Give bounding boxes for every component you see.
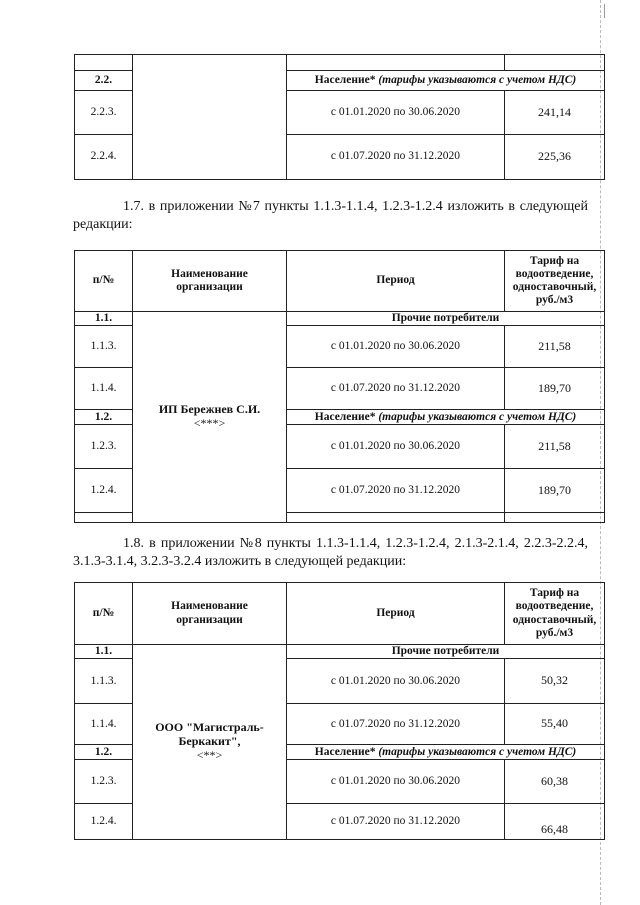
header-number: п/№: [75, 251, 133, 312]
period-cell: с 01.01.2020 по 30.06.2020: [287, 425, 505, 469]
header-number: п/№: [75, 583, 133, 645]
row-number: 1.2.4.: [75, 469, 133, 513]
group-title: Прочие потребители: [287, 312, 605, 326]
header-period: Период: [287, 251, 505, 312]
group-title: Прочие потребители: [287, 645, 605, 659]
table-header-row: [75, 251, 605, 312]
row-number: 2.2.4.: [75, 135, 133, 180]
group-title: Население* (тарифы указываются с учетом НДС): [287, 745, 605, 760]
period-cell: с 01.07.2020 по 31.12.2020: [287, 368, 505, 410]
table-row: [75, 55, 605, 71]
tariff-cell: 225,36: [505, 135, 605, 180]
tariff-table-appendix-7: [74, 250, 605, 523]
header-organization: Наименование организации: [133, 251, 287, 312]
table-row-group: [75, 312, 605, 326]
row-number: 1.2.3.: [75, 425, 133, 469]
row-number: 1.2.4.: [75, 804, 133, 840]
tariff-cell: 60,38: [505, 760, 605, 804]
row-number: 1.1.3.: [75, 659, 133, 704]
period-cell: с 01.07.2020 по 31.12.2020: [287, 469, 505, 513]
paragraph-1-7: 1.7. в приложении №7 пункты 1.1.3-1.1.4, 1.2.3-1.2.4 изложить в следующей редакции:: [73, 199, 588, 232]
organization-cell: ИП Бережнев С.И. <***>: [133, 312, 287, 523]
header-period: Период: [287, 583, 505, 645]
table-header-row: [75, 583, 605, 645]
tariff-table-appendix-8: [74, 582, 605, 840]
period-cell: с 01.01.2020 по 30.06.2020: [287, 760, 505, 804]
period-cell: с 01.07.2020 по 31.12.2020: [287, 804, 505, 840]
row-number: 1.1.3.: [75, 326, 133, 368]
group-number: 1.1.: [75, 645, 133, 659]
period-cell: с 01.07.2020 по 31.12.2020: [287, 135, 505, 180]
header-tariff: Тариф на водоотведение, одноставочный, руб./м3: [505, 583, 605, 645]
row-number: 2.2.3.: [75, 91, 133, 135]
tariff-table-continuation: [74, 54, 605, 180]
header-organization: Наименование организации: [133, 583, 287, 645]
group-number: 1.1.: [75, 312, 133, 326]
group-number: 2.2.: [75, 71, 133, 91]
organization-cell: ООО "Магистраль-Беркакит", <**>: [133, 645, 287, 840]
period-cell: с 01.01.2020 по 30.06.2020: [287, 91, 505, 135]
page-corner-mark: [594, 4, 605, 18]
group-number: 1.2.: [75, 410, 133, 425]
tariff-cell: 189,70: [505, 469, 605, 513]
row-number: 1.1.4.: [75, 704, 133, 745]
header-tariff: Тариф на водоотведение, одноставочный, руб./м3: [505, 251, 605, 312]
group-number: 1.2.: [75, 745, 133, 760]
tariff-cell: 189,70: [505, 368, 605, 410]
period-cell: с 01.07.2020 по 31.12.2020: [287, 704, 505, 745]
period-cell: с 01.01.2020 по 30.06.2020: [287, 659, 505, 704]
tariff-cell: 50,32: [505, 659, 605, 704]
tariff-cell: 211,58: [505, 326, 605, 368]
paragraph-1-8: 1.8. в приложении №8 пункты 1.1.3-1.1.4, 1.2.3-1.2.4, 2.1.3-2.1.4, 2.2.3-2.2.4, 3.1.3-3.1.4, 3.2.3-3.2.4 изложить в следующей редакции:: [73, 536, 588, 569]
period-cell: с 01.01.2020 по 30.06.2020: [287, 326, 505, 368]
row-number: 1.1.4.: [75, 368, 133, 410]
tariff-cell: 55,40: [505, 704, 605, 745]
group-title: Население* (тарифы указываются с учетом НДС): [287, 71, 605, 91]
tariff-cell: 241,14: [505, 91, 605, 135]
table-row-group: [75, 645, 605, 659]
row-number: 1.2.3.: [75, 760, 133, 804]
tariff-cell: 211,58: [505, 425, 605, 469]
tariff-cell: 66,48: [505, 804, 605, 840]
group-title: Население* (тарифы указываются с учетом НДС): [287, 410, 605, 425]
